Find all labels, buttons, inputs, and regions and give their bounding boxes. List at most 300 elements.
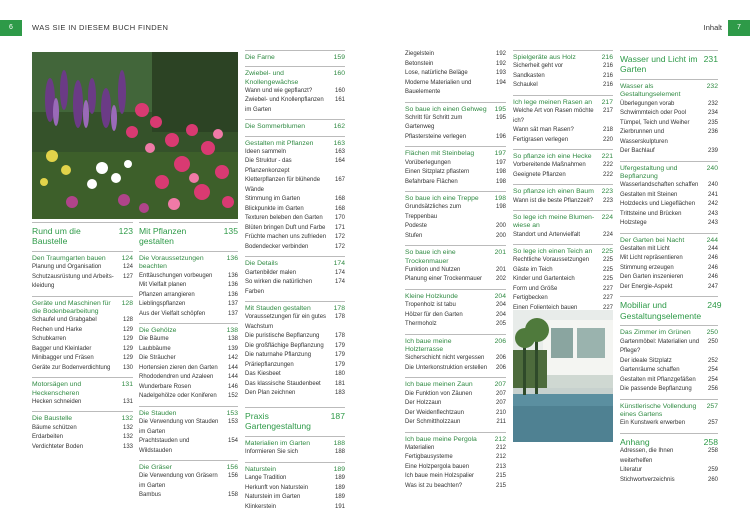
toc-entry-title: Wunderbare Rosen (139, 383, 197, 393)
toc-entry-page: 220 (603, 136, 613, 146)
toc-entry (245, 370, 345, 380)
toc-entry (139, 373, 238, 383)
toc-entry-page: 132 (123, 433, 133, 443)
toc-entry (32, 424, 133, 434)
toc-entry-page: 139 (228, 345, 238, 355)
toc-entry (32, 326, 133, 336)
toc-entry-title: Schritt für Schritt zum Gartenweg (405, 114, 496, 133)
toc-chapter (620, 433, 718, 447)
toc-entry (620, 376, 718, 386)
toc-column-2 (139, 222, 238, 501)
toc-entry-title: Fertigbecken (513, 294, 554, 304)
toc-entry-title: Wann ist die beste Pflanzzeit? (513, 197, 599, 207)
toc-entry-title: Geeignete Pflanzen (513, 171, 572, 181)
toc-entry-page: 204 (496, 311, 506, 321)
right-running-title: Inhalt (704, 23, 722, 32)
toc-entry (513, 256, 613, 266)
toc-entry (32, 433, 133, 443)
toc-section (139, 323, 238, 335)
toc-section-page: 249 (707, 300, 721, 321)
toc-entry (513, 304, 613, 314)
toc-entry-title: Vorbereitende Maßnahmen (513, 161, 592, 171)
toc-entry-page: 243 (708, 219, 718, 229)
toc-section (513, 210, 613, 231)
toc-entry (405, 79, 506, 98)
toc-entry (139, 437, 238, 456)
toc-entry (245, 380, 345, 390)
toc-entry (139, 383, 238, 393)
toc-entry-title: Die passende Bepflanzung (620, 385, 698, 395)
toc-entry (245, 176, 345, 195)
toc-section-title: Das Zimmer im Grünen (620, 329, 697, 337)
toc-entry-title: Thermoholz (405, 320, 443, 330)
toc-entry-page: 215 (496, 472, 506, 482)
toc-entry (405, 418, 506, 428)
toc-entry (513, 197, 613, 207)
toc-section (245, 136, 345, 148)
toc-section-page: 231 (704, 54, 718, 75)
toc-entry (139, 300, 238, 310)
toc-entry-page: 128 (123, 316, 133, 326)
toc-entry-page: 212 (496, 444, 506, 454)
toc-entry-page: 198 (496, 203, 506, 222)
toc-entry-title: Die Verwendung von Gräsern im Garten (139, 472, 228, 491)
toc-section-page: 163 (334, 140, 345, 148)
toc-entry-page: 223 (603, 197, 613, 207)
toc-section-title: So lege ich einen Teich an (513, 248, 598, 256)
toc-entry-page: 252 (708, 357, 718, 367)
toc-entry-title: Einen Folienteich bauen (513, 304, 583, 314)
toc-entry (620, 254, 718, 264)
toc-section-title: Mit Pflanzen gestalten (139, 226, 224, 247)
toc-entry-page: 212 (496, 453, 506, 463)
toc-section (139, 460, 238, 472)
toc-section (513, 149, 613, 161)
toc-entry-title: Rechtliche Voraussetzungen (513, 256, 595, 266)
toc-entry-page: 217 (603, 107, 613, 126)
toc-section-page: 132 (122, 415, 133, 423)
toc-section (405, 191, 506, 203)
toc-entry-title: Schwimmteich oder Pool (620, 109, 692, 119)
toc-entry-title: Blüten bringen Duft und Farbe (245, 224, 331, 234)
toc-section-title: Flächen mit Steinbelag (405, 150, 480, 158)
toc-entry-page: 201 (496, 266, 506, 276)
toc-entry (620, 128, 718, 147)
toc-entry-title: Ideen sammeln (245, 148, 292, 158)
toc-entry (620, 419, 718, 429)
toc-section-title: Ufergestaltung und Bepflanzung (620, 165, 707, 182)
toc-entry (513, 126, 613, 136)
toc-entry-title: Betonstein (405, 60, 439, 70)
toc-entry-title: Früchte machen uns zufrieden (245, 233, 332, 243)
toc-entry-page: 133 (123, 443, 133, 453)
toc-entry-page: 225 (603, 266, 613, 276)
toc-entry-title: Hortensien zieren den Garten (139, 364, 224, 374)
toc-entry-title: Der Weidenflechtzaun (405, 409, 470, 419)
toc-entry (620, 100, 718, 110)
toc-section-title: Die Gräser (139, 464, 178, 472)
toc-entry-page: 189 (335, 474, 345, 484)
toc-section-page: 258 (704, 437, 718, 447)
toc-section-page: 188 (334, 440, 345, 448)
flower-garden-photo (32, 52, 238, 219)
toc-entry (245, 361, 345, 371)
page-header (0, 20, 750, 36)
toc-entry-page: 164 (335, 157, 345, 176)
toc-entry-page: 161 (335, 96, 345, 115)
toc-section (620, 79, 718, 100)
toc-entry (405, 222, 506, 232)
toc-entry-title: Gartenbilder malen (245, 269, 302, 279)
toc-entry (245, 96, 345, 115)
toc-entry-title: Die naturnahe Pflanzung (245, 351, 317, 361)
toc-entry-page: 189 (335, 493, 345, 503)
toc-section-page: 162 (334, 123, 345, 131)
toc-entry-title: Pflanzen arrangieren (139, 291, 201, 301)
toc-entry-title: Tropenholz ist tabu (405, 301, 462, 311)
toc-entry-title: Vorüberlegungen (405, 159, 457, 169)
toc-entry (245, 157, 345, 176)
toc-entry-title: Gestalten mit Pflanzgefäßen (620, 376, 702, 386)
toc-entry-page: 168 (335, 195, 345, 205)
toc-entry (405, 114, 506, 133)
toc-entry (245, 214, 345, 224)
toc-entry (32, 398, 133, 408)
toc-entry (139, 291, 238, 301)
toc-entry-page: 200 (496, 232, 506, 242)
toc-entry-page: 196 (496, 133, 506, 143)
toc-section (513, 95, 613, 107)
toc-section-title: Rund um die Baustelle (32, 226, 119, 247)
toc-entry (620, 245, 718, 255)
toc-entry (513, 171, 613, 181)
toc-entry-page: 222 (603, 161, 613, 171)
toc-entry-title: Moderne Materialien und Bauelemente (405, 79, 496, 98)
toc-section-page: 225 (602, 248, 613, 256)
toc-entry-title: Erdarbeiten (32, 433, 69, 443)
toc-entry (405, 364, 506, 374)
toc-section-title: Praxis Gartengestaltung (245, 411, 331, 432)
toc-entry-page: 202 (496, 275, 506, 285)
toc-section-title: Materialien im Garten (245, 440, 316, 448)
toc-entry (405, 232, 506, 242)
toc-section-page: 131 (122, 381, 133, 398)
toc-entry-page: 225 (603, 256, 613, 266)
toc-section (620, 233, 718, 245)
toc-entry-page: 224 (603, 231, 613, 241)
toc-section-page: 201 (495, 249, 506, 266)
toc-entry (620, 147, 718, 157)
toc-entry-title: Die großflächige Bepflanzung (245, 342, 330, 352)
toc-entry-title: Planung und Organisation (32, 263, 107, 273)
toc-entry-page: 210 (496, 409, 506, 419)
toc-entry-page: 247 (708, 283, 718, 293)
toc-entry-page: 207 (496, 399, 506, 409)
toc-entry (245, 233, 345, 243)
toc-entry (620, 366, 718, 376)
toc-entry (405, 444, 506, 454)
toc-section-title: Der Garten bei Nacht (620, 237, 690, 245)
toc-entry-title: Die Funktion von Zäunen (405, 390, 478, 400)
toc-entry (139, 272, 238, 282)
toc-section-title: Ich baue meine Holzterrasse (405, 338, 495, 355)
toc-entry (405, 69, 506, 79)
toc-entry-page: 172 (335, 243, 345, 253)
toc-entry-title: Stimmung erzeugen (620, 264, 680, 274)
toc-entry-page: 254 (708, 376, 718, 386)
toc-section-title: Die Baustelle (32, 415, 78, 423)
toc-entry-title: Bagger und Kleinlader (32, 345, 97, 355)
toc-entry-page: 179 (335, 361, 345, 371)
toc-entry (513, 136, 613, 146)
toc-entry-page: 246 (708, 273, 718, 283)
toc-section (245, 462, 345, 474)
toc-section-title: Geräte und Maschinen für die Bodenbearbeitung (32, 300, 122, 317)
toc-entry (405, 472, 506, 482)
toc-entry-page: 144 (228, 373, 238, 383)
toc-entry (405, 60, 506, 70)
toc-entry (513, 161, 613, 171)
toc-entry-title: Stufen (405, 232, 428, 242)
toc-entry (245, 474, 345, 484)
toc-entry (405, 463, 506, 473)
toc-entry-page: 232 (708, 100, 718, 110)
toc-entry-title: Klinkerstein (245, 503, 282, 512)
toc-section-page: 232 (707, 83, 718, 100)
toc-entry (32, 443, 133, 453)
toc-entry-page: 138 (228, 335, 238, 345)
toc-chapter (139, 222, 238, 247)
toc-section-page: 204 (495, 293, 506, 301)
toc-entry (405, 178, 506, 188)
toc-entry-page: 193 (496, 69, 506, 79)
toc-entry (245, 224, 345, 234)
toc-entry (245, 313, 345, 332)
toc-entry-page: 218 (603, 126, 613, 136)
toc-entry-title: Form und Größe (513, 285, 563, 295)
toc-entry (32, 335, 133, 345)
toc-entry (32, 263, 133, 273)
toc-entry-page: 181 (335, 380, 345, 390)
toc-entry-page: 179 (335, 351, 345, 361)
toc-entry-page: 158 (228, 491, 238, 501)
toc-entry-page: 259 (708, 466, 718, 476)
toc-section-title: Die Gehölze (139, 327, 182, 335)
toc-entry (513, 275, 613, 285)
toc-entry-title: Der Holzzaun (405, 399, 447, 409)
toc-entry-title: Das Kiesbeet (245, 370, 287, 380)
toc-entry (620, 357, 718, 367)
toc-section-title: So baue ich eine Treppe (405, 195, 485, 203)
toc-entry-page: 142 (228, 354, 238, 364)
toc-entry-title: Herkunft von Naturstein (245, 484, 314, 494)
toc-section (245, 436, 345, 448)
toc-entry-page: 227 (603, 304, 613, 314)
toc-entry (620, 264, 718, 274)
toc-entry-page: 171 (335, 224, 345, 234)
toc-section (405, 377, 506, 389)
toc-section-page: 128 (122, 300, 133, 317)
toc-section (139, 251, 238, 272)
toc-section (513, 184, 613, 196)
toc-entry (513, 81, 613, 91)
toc-entry-title: Fertigrasen verlegen (513, 136, 574, 146)
toc-section-page: 123 (119, 226, 133, 247)
toc-entry (245, 342, 345, 352)
toc-entry-page: 246 (708, 254, 718, 264)
toc-section (245, 119, 345, 131)
toc-entry-title: Was ist zu beachten? (405, 482, 468, 492)
toc-section-page: 197 (495, 150, 506, 158)
toc-entry-title: Ich baue mein Holzspalier (405, 472, 480, 482)
toc-entry-page: 206 (496, 364, 506, 374)
toc-entry (405, 266, 506, 276)
toc-entry (245, 484, 345, 494)
toc-entry-page: 188 (335, 448, 345, 458)
toc-entry-page: 168 (335, 205, 345, 215)
toc-section (32, 411, 133, 423)
toc-entry (620, 181, 718, 191)
toc-entry (513, 266, 613, 276)
toc-entry-title: Prachtstauden und Wildstauden (139, 437, 228, 456)
toc-chapter (620, 296, 718, 321)
toc-column-5 (513, 50, 613, 313)
toc-entry-page: 256 (708, 385, 718, 395)
toc-section-title: Spielgeräte aus Holz (513, 54, 582, 62)
toc-section-title: Den Traumgarten bauen (32, 255, 112, 263)
toc-section-title: Künstlerische Vollendung eines Gartens (620, 403, 707, 420)
toc-entry (405, 399, 506, 409)
toc-chapter (245, 407, 345, 432)
toc-section-page: 223 (602, 188, 613, 196)
toc-entry-title: Planung einer Trockenmauer (405, 275, 488, 285)
toc-section-page: 250 (707, 329, 718, 337)
toc-entry-title: Minibagger und Fräsen (32, 354, 100, 364)
toc-entry-page: 243 (708, 210, 718, 220)
toc-section-page: 124 (122, 255, 133, 263)
toc-entry-title: Voraussetzungen für ein gutes Wachstum (245, 313, 335, 332)
toc-entry-page: 258 (708, 447, 718, 466)
toc-entry-page: 174 (335, 269, 345, 279)
toc-entry-page: 257 (708, 419, 718, 429)
toc-entry-page: 205 (496, 320, 506, 330)
toc-entry-page: 200 (496, 222, 506, 232)
toc-entry-page: 144 (228, 364, 238, 374)
toc-entry-page: 124 (123, 263, 133, 273)
toc-entry (405, 50, 506, 60)
toc-entry-title: Die Sträucher (139, 354, 182, 364)
toc-section-title: Die Stauden (139, 410, 182, 418)
toc-entry-title: Kinder und Gartenteich (513, 275, 581, 285)
toc-entry-page: 198 (496, 178, 506, 188)
toc-entry-page: 137 (228, 310, 238, 320)
toc-entry-title: Der Energie-Aspekt (620, 283, 678, 293)
toc-entry (620, 219, 718, 229)
toc-section (405, 245, 506, 266)
toc-section-title: Ich lege meinen Rasen an (513, 99, 598, 107)
toc-entry-title: Informieren Sie sich (245, 448, 304, 458)
toc-entry (513, 107, 613, 126)
toc-entry-page: 137 (228, 300, 238, 310)
toc-entry-title: Enttäuschungen vorbeugen (139, 272, 218, 282)
toc-section-page: 174 (334, 260, 345, 268)
toc-entry-title: Die Verwendung von Stauden im Garten (139, 418, 228, 437)
toc-entry-title: Sicherheit geht vor (513, 62, 569, 72)
toc-entry (139, 364, 238, 374)
toc-entry-page: 254 (708, 366, 718, 376)
toc-entry-title: Schaufel und Grabgabel (32, 316, 103, 326)
toc-entry (405, 453, 506, 463)
toc-entry-title: Die Bäume (139, 335, 175, 345)
toc-entry-title: Geräte zur Bodenverdichtung (32, 364, 116, 374)
toc-entry-title: Bambus (139, 491, 167, 501)
toc-entry (245, 243, 345, 253)
toc-entry-page: 129 (123, 354, 133, 364)
toc-section-page: 257 (707, 403, 718, 420)
toc-entry-title: Stichwortverzeichnis (620, 476, 681, 486)
toc-entry (405, 354, 506, 364)
toc-section-title: Die Farne (245, 54, 281, 62)
toc-entry-page: 154 (228, 437, 238, 456)
toc-entry-page: 129 (123, 326, 133, 336)
toc-section (245, 66, 345, 87)
toc-section-title: So pflanze ich eine Hecke (513, 153, 598, 161)
toc-entry (32, 316, 133, 326)
toc-entry-title: Den Plan zeichnen (245, 389, 301, 399)
toc-entry (513, 72, 613, 82)
toc-section (620, 161, 718, 182)
toc-entry-page: 227 (603, 294, 613, 304)
toc-entry (620, 119, 718, 129)
toc-section (513, 244, 613, 256)
toc-section-title: Wasser als Gestaltungselement (620, 83, 707, 100)
toc-section (620, 325, 718, 337)
toc-entry (245, 503, 345, 512)
toc-section-page: 212 (495, 436, 506, 444)
toc-entry (405, 482, 506, 492)
toc-entry (245, 269, 345, 279)
toc-entry-title: Bodendecker verbinden (245, 243, 314, 253)
toc-section (245, 50, 345, 62)
toc-entry-title: Wasserlandschaften schaffen (620, 181, 704, 191)
toc-entry-page: 178 (335, 313, 345, 332)
toc-entry-page: 240 (708, 181, 718, 191)
toc-entry-title: Mit Vielfalt planen (139, 281, 192, 291)
toc-entry-title: Sandkasten (513, 72, 551, 82)
toc-entry-page: 260 (708, 476, 718, 486)
toc-entry-title: Ziegelstein (405, 50, 440, 60)
toc-entry-page: 246 (708, 264, 718, 274)
toc-section-page: 159 (334, 54, 345, 62)
toc-entry (405, 203, 506, 222)
toc-entry-title: Bäume schützen (32, 424, 83, 434)
toc-entry (245, 87, 345, 97)
toc-entry-title: Nadelgehölze oder Koniferen (139, 392, 223, 402)
toc-entry-title: Standort und Artenvielfalt (513, 231, 586, 241)
toc-column-6 (620, 50, 718, 485)
toc-entry-page: 206 (496, 354, 506, 364)
toc-entry-title: Gartenmöbel: Materialien und Pflege? (620, 338, 708, 357)
toc-entry-page: 163 (335, 148, 345, 158)
toc-entry-title: Grundsätzliches zum Treppenbau (405, 203, 496, 222)
toc-entry-title: Sicherschicht nicht vergessen (405, 354, 490, 364)
toc-entry-title: Hölzer für den Garten (405, 311, 469, 321)
toc-entry-title: Präriepflanzungen (245, 361, 300, 371)
toc-entry-page: 152 (228, 392, 238, 402)
toc-section-page: 244 (707, 237, 718, 245)
toc-section-title: Anhang (620, 437, 656, 447)
toc-entry (620, 338, 718, 357)
